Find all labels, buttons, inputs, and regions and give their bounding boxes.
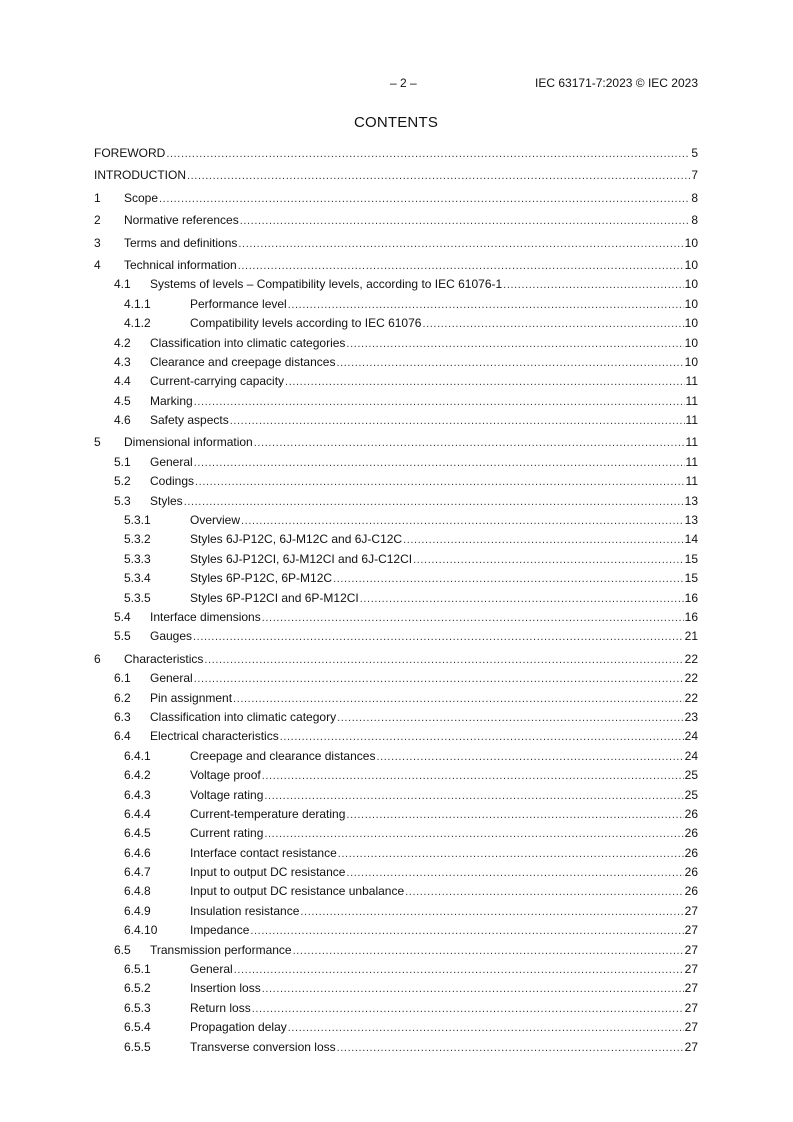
toc-entry[interactable]: [94, 512, 698, 528]
toc-leader-dots: [376, 749, 683, 765]
toc-entry[interactable]: [94, 980, 698, 996]
toc-entry[interactable]: [94, 145, 698, 161]
toc-entry-label[interactable]: Pin assignment: [150, 690, 233, 705]
toc-entry-page: 15: [684, 571, 698, 586]
toc-leader-dots: [285, 374, 684, 390]
toc-entry-number: 6.4.8: [124, 884, 151, 899]
toc-entry[interactable]: [94, 354, 698, 370]
toc-entry-label[interactable]: Voltage rating: [190, 787, 264, 802]
toc-entry-label[interactable]: Styles 6P-P12CI and 6P-M12CI: [190, 590, 359, 605]
toc-leader-dots: [405, 884, 684, 900]
toc-entry-page: 15: [684, 551, 698, 566]
toc-leader-dots: [262, 981, 684, 997]
toc-entry-number: 6.4.4: [124, 806, 151, 821]
toc-entry-number: 6.4.1: [124, 748, 151, 763]
toc-entry[interactable]: [94, 690, 698, 706]
toc-leader-dots: [336, 355, 683, 371]
toc-entry-label[interactable]: Input to output DC resistance: [190, 865, 346, 880]
toc-leader-dots: [403, 532, 684, 548]
toc-entry-page: 10: [684, 296, 698, 311]
toc-entry-label[interactable]: Styles 6P-P12C, 6P-M12C: [190, 571, 333, 586]
toc-entry-label[interactable]: Performance level: [190, 296, 287, 311]
toc-entry-page: 16: [684, 590, 698, 605]
toc-entry-page: 11: [685, 435, 698, 450]
toc-entry-number: 5.3: [114, 493, 131, 508]
toc-entry[interactable]: [94, 454, 698, 470]
toc-entry-number: 4.1.1: [124, 296, 151, 311]
toc-entry-label[interactable]: Systems of levels – Compatibility levels, according to IEC 61076-1: [150, 277, 503, 292]
table-of-contents: [94, 145, 698, 1055]
toc-entry-label[interactable]: Voltage proof: [190, 768, 261, 783]
toc-entry-page: 7: [691, 168, 698, 183]
toc-leader-dots: [262, 610, 684, 626]
toc-entry-number: 6.4: [114, 729, 131, 744]
toc-entry-page: 26: [684, 845, 698, 860]
toc-entry-page: 10: [684, 354, 698, 369]
toc-entry-label[interactable]: General: [150, 454, 193, 469]
toc-entry-number: 4.5: [114, 393, 131, 408]
toc-leader-dots: [337, 1040, 684, 1056]
toc-entry-number: 5: [94, 435, 101, 450]
toc-leader-dots: [194, 671, 684, 687]
toc-entry[interactable]: [94, 393, 698, 409]
toc-entry-page: 21: [684, 629, 698, 644]
toc-leader-dots: [503, 277, 683, 293]
toc-entry-number: 3: [94, 235, 101, 250]
toc-entry[interactable]: [94, 1019, 698, 1035]
toc-leader-dots: [238, 236, 683, 252]
toc-leader-dots: [346, 336, 683, 352]
toc-leader-dots: [159, 191, 690, 207]
toc-entry-label[interactable]: Overview: [190, 513, 241, 528]
toc-entry[interactable]: [94, 570, 698, 586]
toc-entry-number: 6.5.5: [124, 1039, 151, 1054]
toc-leader-dots: [262, 768, 684, 784]
toc-entry-page: 25: [684, 787, 698, 802]
toc-leader-dots: [338, 846, 684, 862]
toc-entry[interactable]: [94, 373, 698, 389]
toc-entry-page: 25: [684, 768, 698, 783]
page-title: CONTENTS: [353, 114, 439, 131]
toc-entry-label[interactable]: Input to output DC resistance unbalance: [190, 884, 405, 899]
toc-entry-number: 6.4.5: [124, 826, 151, 841]
toc-entry-page: 8: [691, 190, 698, 205]
toc-entry[interactable]: [94, 651, 698, 667]
toc-entry[interactable]: [94, 315, 698, 331]
toc-leader-dots: [187, 168, 690, 184]
toc-leader-dots: [346, 807, 683, 823]
toc-entry-page: 10: [684, 235, 698, 250]
toc-entry[interactable]: [94, 296, 698, 312]
toc-leader-dots: [346, 865, 683, 881]
toc-entry-label[interactable]: Codings: [150, 474, 195, 489]
toc-entry-page: 27: [684, 923, 698, 938]
toc-entry-number: 5.3.4: [124, 571, 151, 586]
toc-entry-page: 16: [684, 609, 698, 624]
toc-entry[interactable]: [94, 728, 698, 744]
toc-leader-dots: [288, 1020, 684, 1036]
toc-entry-label[interactable]: FOREWORD: [94, 146, 166, 160]
toc-entry-number: 5.3.1: [124, 513, 151, 528]
toc-entry-number: 6.3: [114, 709, 131, 724]
toc-entry-page: 10: [684, 335, 698, 350]
toc-leader-dots: [194, 455, 685, 471]
toc-entry-label[interactable]: Dimensional information: [124, 435, 253, 450]
toc-entry-number: 4.1: [114, 277, 131, 292]
toc-entry-number: 4.3: [114, 354, 131, 369]
toc-entry-page: 14: [684, 532, 698, 547]
toc-leader-dots: [193, 629, 684, 645]
toc-entry-number: 1: [94, 190, 101, 205]
toc-entry-page: 24: [684, 748, 698, 763]
toc-entry-label[interactable]: Insertion loss: [190, 981, 261, 996]
toc-entry-page: 27: [684, 942, 698, 957]
toc-entry[interactable]: [94, 235, 698, 251]
toc-entry-number: 6.5.1: [124, 962, 151, 977]
toc-entry-number: 5.2: [114, 474, 131, 489]
toc-entry[interactable]: [94, 257, 698, 273]
toc-entry-number: 6.4.9: [124, 903, 151, 918]
toc-entry-page: 26: [684, 884, 698, 899]
toc-entry-page: 26: [684, 865, 698, 880]
toc-entry[interactable]: [94, 709, 698, 725]
toc-entry-label[interactable]: Interface dimensions: [150, 609, 261, 624]
toc-entry-number: 6.5: [114, 942, 131, 957]
toc-entry-label[interactable]: Insulation resistance: [190, 903, 300, 918]
toc-entry-page: 10: [684, 316, 698, 331]
toc-entry-number: 6.4.10: [124, 923, 158, 938]
toc-entry[interactable]: [94, 190, 698, 206]
toc-entry-page: 10: [684, 257, 698, 272]
toc-entry-number: 2: [94, 213, 101, 228]
toc-entry-page: 22: [684, 690, 698, 705]
toc-entry-label[interactable]: Normative references: [124, 213, 239, 228]
toc-entry-page: 22: [684, 651, 698, 666]
toc-entry-number: 6.1: [114, 671, 131, 686]
toc-entry-page: 27: [684, 903, 698, 918]
toc-entry-page: 11: [685, 454, 698, 469]
toc-leader-dots: [184, 494, 684, 510]
toc-leader-dots: [204, 652, 683, 668]
toc-entry-page: 24: [684, 729, 698, 744]
toc-entry-label[interactable]: Current-carrying capacity: [150, 374, 285, 389]
toc-entry-number: 6.4.7: [124, 865, 151, 880]
toc-entry-number: 5.1: [114, 454, 131, 469]
toc-entry[interactable]: [94, 412, 698, 428]
toc-entry-label[interactable]: Clearance and creepage distances: [150, 354, 336, 369]
toc-leader-dots: [240, 213, 691, 229]
toc-entry-page: 11: [685, 474, 698, 489]
toc-entry-page: 10: [684, 277, 698, 292]
toc-entry-page: 27: [684, 1020, 698, 1035]
toc-entry-label[interactable]: Classification into climatic category: [150, 709, 337, 724]
toc-entry-label[interactable]: INTRODUCTION: [94, 168, 186, 183]
toc-entry-label[interactable]: Characteristics: [124, 651, 204, 666]
toc-entry-number: 6.4.6: [124, 845, 151, 860]
toc-entry-page: 26: [684, 826, 698, 841]
toc-entry-label[interactable]: Terms and definitions: [124, 235, 238, 250]
toc-entry-number: 5.3.2: [124, 532, 151, 547]
toc-entry[interactable]: [94, 531, 698, 547]
toc-entry[interactable]: [94, 335, 698, 351]
toc-leader-dots: [230, 413, 685, 429]
toc-entry-label[interactable]: Return loss: [190, 1000, 251, 1015]
toc-leader-dots: [337, 710, 684, 726]
toc-leader-dots: [293, 943, 684, 959]
toc-entry[interactable]: [94, 212, 698, 228]
toc-entry[interactable]: [94, 473, 698, 489]
toc-entry-label[interactable]: Styles: [150, 493, 183, 508]
toc-leader-dots: [422, 316, 683, 332]
toc-entry[interactable]: [94, 922, 698, 938]
toc-entry-label[interactable]: Styles 6J-P12C, 6J-M12C and 6J-C12C: [190, 532, 403, 547]
toc-leader-dots: [241, 513, 684, 529]
toc-entry-page: 13: [684, 513, 698, 528]
toc-leader-dots: [300, 904, 683, 920]
toc-entry-number: 6: [94, 651, 101, 666]
toc-entry-label[interactable]: Creepage and clearance distances: [190, 748, 376, 763]
toc-entry-number: 4.6: [114, 413, 131, 428]
toc-entry-page: 5: [691, 146, 698, 160]
toc-entry[interactable]: [94, 609, 698, 625]
toc-entry-label[interactable]: General: [150, 671, 193, 686]
toc-entry-page: 22: [684, 671, 698, 686]
toc-entry-page: 27: [684, 962, 698, 977]
toc-entry-label[interactable]: Transverse conversion loss: [190, 1039, 336, 1054]
toc-entry[interactable]: [94, 276, 698, 292]
toc-entry-label[interactable]: Interface contact resistance: [190, 845, 337, 860]
page-number: – 2 –: [390, 76, 417, 90]
toc-entry[interactable]: [94, 903, 698, 919]
toc-entry-page: 27: [684, 981, 698, 996]
toc-entry-label[interactable]: Styles 6J-P12CI, 6J-M12CI and 6J-C12CI: [190, 551, 413, 566]
toc-leader-dots: [280, 729, 684, 745]
toc-entry[interactable]: [94, 825, 698, 841]
toc-entry[interactable]: [94, 167, 698, 183]
toc-entry-number: 6.4.3: [124, 787, 151, 802]
toc-leader-dots: [250, 923, 683, 939]
toc-entry[interactable]: [94, 883, 698, 899]
toc-leader-dots: [233, 691, 684, 707]
toc-entry-page: 11: [685, 413, 698, 428]
toc-entry-number: 4.1.2: [124, 316, 151, 331]
toc-entry-page: 11: [685, 393, 698, 408]
toc-entry-page: 26: [684, 806, 698, 821]
toc-leader-dots: [264, 826, 683, 842]
toc-entry-label[interactable]: Current-temperature derating: [190, 806, 346, 821]
toc-entry-page: 27: [684, 1000, 698, 1015]
toc-entry-label[interactable]: Impedance: [190, 923, 250, 938]
toc-entry-label[interactable]: Electrical characteristics: [150, 729, 279, 744]
toc-entry-label[interactable]: Safety aspects: [150, 413, 229, 428]
toc-entry[interactable]: [94, 787, 698, 803]
toc-entry-page: 23: [684, 709, 698, 724]
toc-entry-number: 4.4: [114, 374, 131, 389]
toc-leader-dots: [333, 571, 684, 587]
toc-entry-label[interactable]: Classification into climatic categories: [150, 335, 346, 350]
toc-entry-label[interactable]: Technical information: [124, 257, 237, 272]
toc-entry-label[interactable]: Compatibility levels according to IEC 61076: [190, 316, 422, 331]
toc-entry-label[interactable]: Marking: [150, 393, 193, 408]
toc-entry[interactable]: [94, 493, 698, 509]
toc-leader-dots: [238, 258, 684, 274]
toc-entry-page: 13: [684, 493, 698, 508]
toc-leader-dots: [360, 591, 684, 607]
toc-entry[interactable]: [94, 845, 698, 861]
toc-entry[interactable]: [94, 590, 698, 606]
toc-entry[interactable]: [94, 767, 698, 783]
toc-entry[interactable]: [94, 551, 698, 567]
toc-entry-number: 6.5.4: [124, 1020, 151, 1035]
page-header: [94, 76, 698, 92]
toc-leader-dots: [252, 1001, 684, 1017]
toc-entry[interactable]: [94, 748, 698, 764]
toc-entry-number: 6.5.3: [124, 1000, 151, 1015]
toc-entry-label[interactable]: General: [190, 962, 233, 977]
toc-leader-dots: [194, 394, 685, 410]
toc-entry-label[interactable]: Gauges: [150, 629, 193, 644]
toc-entry-page: 11: [685, 374, 698, 389]
toc-entry[interactable]: [94, 961, 698, 977]
toc-entry-page: 8: [691, 213, 698, 228]
toc-entry-label[interactable]: Transmission performance: [150, 942, 292, 957]
toc-entry[interactable]: [94, 1039, 698, 1055]
toc-leader-dots: [195, 474, 685, 490]
toc-entry-label[interactable]: Scope: [124, 190, 159, 205]
toc-entry-number: 5.5: [114, 629, 131, 644]
toc-leader-dots: [166, 146, 690, 162]
toc-entry[interactable]: [94, 628, 698, 644]
toc-entry[interactable]: [94, 806, 698, 822]
document-id: IEC 63171-7:2023 © IEC 2023: [535, 76, 698, 90]
toc-leader-dots: [234, 962, 684, 978]
toc-entry[interactable]: [94, 942, 698, 958]
toc-entry[interactable]: [94, 864, 698, 880]
toc-entry-number: 5.3.3: [124, 551, 151, 566]
toc-entry-page: 27: [684, 1039, 698, 1054]
toc-entry-number: 5.3.5: [124, 590, 151, 605]
toc-entry-number: 6.2: [114, 690, 131, 705]
toc-entry[interactable]: [94, 1000, 698, 1016]
toc-entry-number: 5.4: [114, 609, 131, 624]
toc-entry-number: 4: [94, 257, 101, 272]
toc-entry-label[interactable]: Propagation delay: [190, 1020, 287, 1035]
toc-entry-number: 6.5.2: [124, 981, 151, 996]
toc-leader-dots: [288, 297, 684, 313]
toc-leader-dots: [413, 552, 684, 568]
toc-entry[interactable]: [94, 434, 698, 450]
toc-entry-label[interactable]: Current rating: [190, 826, 264, 841]
toc-entry[interactable]: [94, 670, 698, 686]
toc-leader-dots: [254, 435, 685, 451]
toc-entry-number: 4.2: [114, 335, 131, 350]
toc-entry-number: 6.4.2: [124, 768, 151, 783]
toc-leader-dots: [264, 788, 683, 804]
